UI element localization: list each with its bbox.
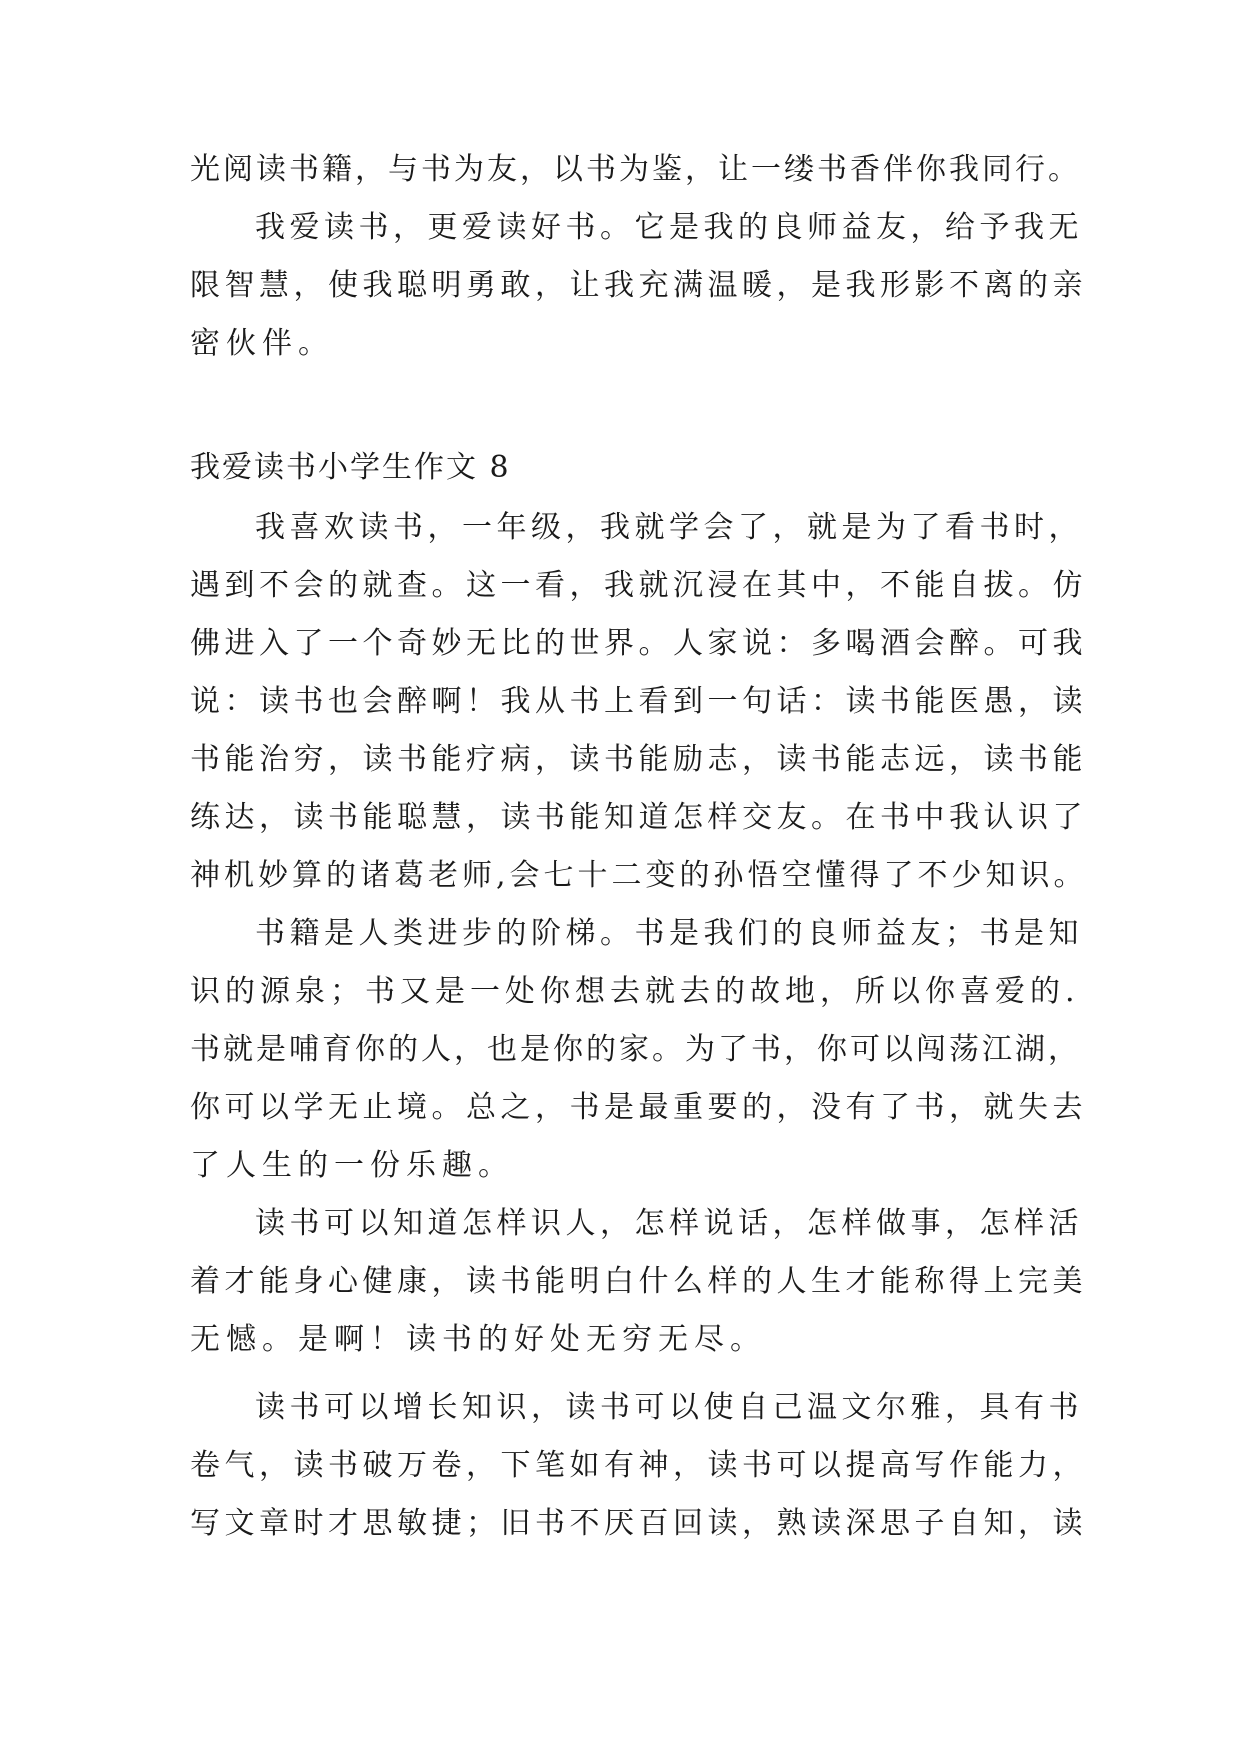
body-text-line: 密伙伴。: [190, 326, 334, 361]
body-text-line: 说：读书也会醉啊！我从书上看到一句话：读书能医愚，读: [190, 684, 1087, 719]
body-text-line: 卷气，读书破万卷，下笔如有神，读书可以提高写作能力，: [190, 1448, 1087, 1483]
section-heading: 我爱读书小学生作文 8: [190, 450, 511, 485]
body-text-line: 识的源泉；书又是一处你想去就去的故地，所以你喜爱的.: [190, 974, 1080, 1009]
paragraph-first-line: 读书可以知道怎样识人，怎样说话，怎样做事，怎样活: [255, 1206, 1083, 1241]
body-text-line: 写文章时才思敏捷；旧书不厌百回读，熟读深思子自知，读: [190, 1506, 1087, 1541]
body-text-line: 你可以学无止境。总之，书是最重要的，没有了书，就失去: [190, 1090, 1087, 1125]
body-text-line: 神机妙算的诸葛老师,会七十二变的孙悟空懂得了不少知识。: [190, 858, 1088, 893]
body-text-line: 练达，读书能聪慧，读书能知道怎样交友。在书中我认识了: [190, 800, 1087, 835]
body-text-line: 限智慧，使我聪明勇敢，让我充满温暖，是我形影不离的亲: [190, 268, 1087, 303]
body-text-line: 佛进入了一个奇妙无比的世界。人家说：多喝酒会醉。可我: [190, 626, 1087, 661]
body-text-line: 书能治穷，读书能疗病，读书能励志，读书能志远，读书能: [190, 742, 1087, 777]
body-text-line: 光阅读书籍，与书为友，以书为鉴，让一缕书香伴你我同行。: [190, 152, 1081, 187]
body-text-line: 着才能身心健康，读书能明白什么样的人生才能称得上完美: [190, 1264, 1087, 1299]
body-text-line: 书就是哺育你的人，也是你的家。为了书，你可以闯荡江湖，: [190, 1032, 1081, 1067]
paragraph-first-line: 我爱读书，更爱读好书。它是我的良师益友，给予我无: [255, 210, 1083, 245]
body-text-line: 无憾。是啊！读书的好处无穷无尽。: [190, 1322, 766, 1357]
body-text-line: 遇到不会的就查。这一看，我就沉浸在其中，不能自拔。仿: [190, 568, 1087, 603]
body-text-line: 了人生的一份乐趣。: [190, 1148, 514, 1183]
paragraph-first-line: 读书可以增长知识，读书可以使自己温文尔雅，具有书: [255, 1390, 1083, 1425]
paragraph-first-line: 我喜欢读书，一年级，我就学会了，就是为了看书时，: [255, 510, 1083, 545]
paragraph-first-line: 书籍是人类进步的阶梯。书是我们的良师益友；书是知: [255, 916, 1083, 951]
